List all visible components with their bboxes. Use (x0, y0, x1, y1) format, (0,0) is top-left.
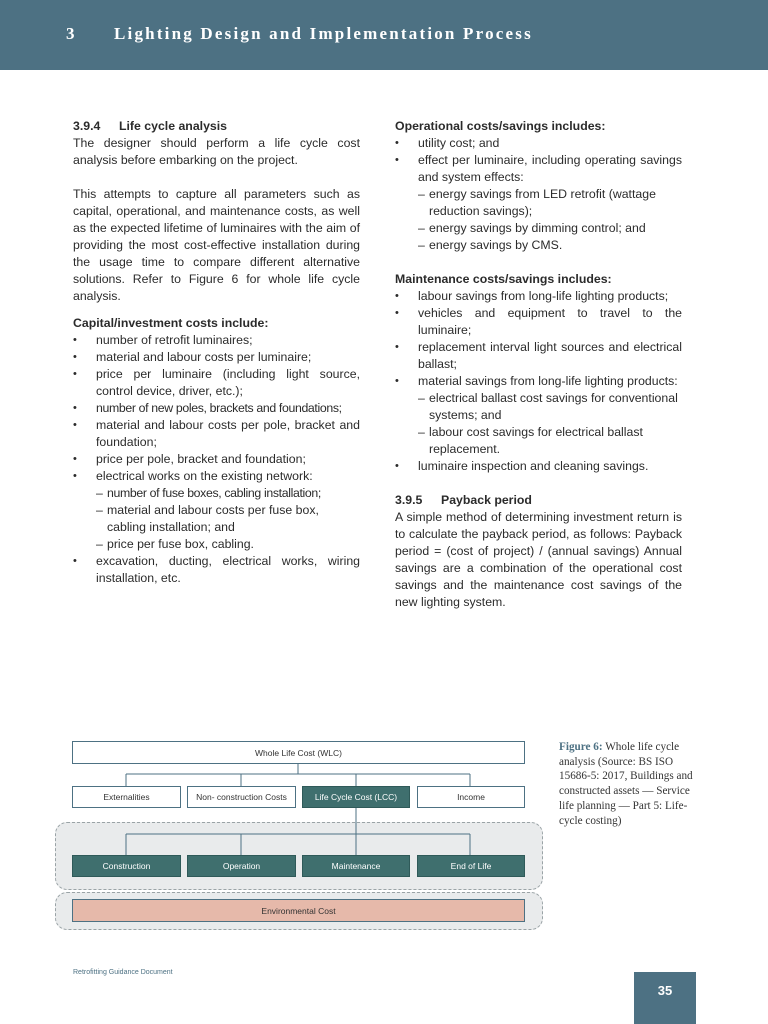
life-cycle-cost-box: Life Cycle Cost (LCC) (302, 786, 410, 808)
capital-costs-heading: Capital/investment costs include: (73, 316, 269, 330)
figure-caption (559, 740, 705, 828)
income-box: Income (417, 786, 525, 808)
maintenance-box: Maintenance (302, 855, 410, 877)
sub-list-item: – energy savings by CMS. (418, 237, 682, 254)
section-heading-life-cycle (73, 118, 360, 135)
list-item-text: material savings from long-life lighting products: (418, 374, 678, 388)
list-item (395, 373, 682, 458)
figure-label: Figure 6: (559, 741, 603, 753)
paragraph: This attempts to capture all parameters such as capital, operational, and maintenance costs, as well as the expected lifetime of luminaires with the aim of providing the most cost-effective installation during the usage time to compare different alternative solutions. Refer to Figure 6 for whole life cycle analysis. (73, 187, 360, 303)
list-item: • number of retrofit luminaires; (73, 332, 360, 349)
sub-list-item: – material and labour costs per fuse box, cabling installation; and (96, 502, 360, 536)
section-number: 3.9.5 (395, 493, 423, 507)
paragraph: A simple method of determining investment return is to calculate the payback period, as follows: Payback period = (cost of project) / (annual savings) Annual savings are a combination of the operational cost savings and the maintenance cost savings of the new lighting system. (395, 510, 682, 609)
capital-costs-list (73, 332, 360, 587)
list-item-text: electrical works on the existing network: (96, 469, 313, 483)
paragraph: The designer should perform a life cycle cost analysis before embarking on the project. (73, 136, 360, 167)
list-item: • replacement interval light sources and electrical ballast; (395, 339, 682, 373)
section-number: 3.9.4 (73, 119, 101, 133)
sub-list-item: – energy savings by dimming control; and (418, 220, 682, 237)
figure-caption-text: Whole life cycle analysis (Source: BS ISO 15686-5: 2017, Buildings and constructed assets — Service life planning — Part 5: Life-cycle costing) (559, 741, 693, 827)
end-of-life-box: End of Life (417, 855, 525, 877)
section-title: Payback period (441, 493, 532, 507)
externalities-box: Externalities (72, 786, 181, 808)
list-item: • luminaire inspection and cleaning savings. (395, 458, 682, 475)
construction-box: Construction (72, 855, 181, 877)
list-item: • utility cost; and (395, 135, 682, 152)
list-item: • labour savings from long-life lighting products; (395, 288, 682, 305)
non-construction-costs-box: Non- construction Costs (187, 786, 296, 808)
list-item-text: effect per luminaire, including operating savings and system effects: (418, 153, 682, 184)
whole-life-cost-box: Whole Life Cost (WLC) (72, 741, 525, 764)
list-item: • material and labour costs per pole, bracket and foundation; (73, 417, 360, 451)
sub-list-item: – number of fuse boxes, cabling installation; (96, 485, 360, 502)
footer-document-title: Retrofitting Guidance Document (73, 969, 173, 976)
right-column (395, 118, 682, 611)
chapter-number: 3 (66, 24, 76, 43)
operation-box: Operation (187, 855, 296, 877)
section-title: Life cycle analysis (119, 119, 228, 133)
environmental-cost-box: Environmental Cost (72, 899, 525, 922)
sub-list-item: – electrical ballast cost savings for conventional systems; and (418, 390, 682, 424)
sub-list-item: – labour cost savings for electrical ballast replacement. (418, 424, 682, 458)
maintenance-costs-list (395, 288, 682, 475)
sub-list-item: – energy savings from LED retrofit (wattage reduction savings); (418, 186, 682, 220)
list-item: • number of new poles, brackets and foundations; (73, 400, 360, 417)
section-heading-payback (395, 492, 682, 509)
list-item (73, 468, 360, 553)
list-item: • price per pole, bracket and foundation; (73, 451, 360, 468)
list-item: • excavation, ducting, electrical works, wiring installation, etc. (73, 553, 360, 587)
list-item: • price per luminaire (including light source, control device, driver, etc.); (73, 366, 360, 400)
operational-costs-list (395, 135, 682, 254)
maintenance-costs-heading: Maintenance costs/savings includes: (395, 272, 612, 286)
left-column (73, 118, 360, 587)
electrical-sub-list (96, 485, 360, 553)
operational-costs-heading: Operational costs/savings includes: (395, 119, 606, 133)
list-item: • material and labour costs per luminaire; (73, 349, 360, 366)
operational-sub-list (418, 186, 682, 254)
sub-list-item: – price per fuse box, cabling. (96, 536, 360, 553)
maintenance-sub-list (418, 390, 682, 458)
chapter-title: Lighting Design and Implementation Process (114, 24, 533, 43)
list-item (395, 152, 682, 254)
chapter-header (0, 0, 768, 70)
list-item: • vehicles and equipment to travel to the luminaire; (395, 305, 682, 339)
page-number: 35 (634, 972, 696, 1024)
